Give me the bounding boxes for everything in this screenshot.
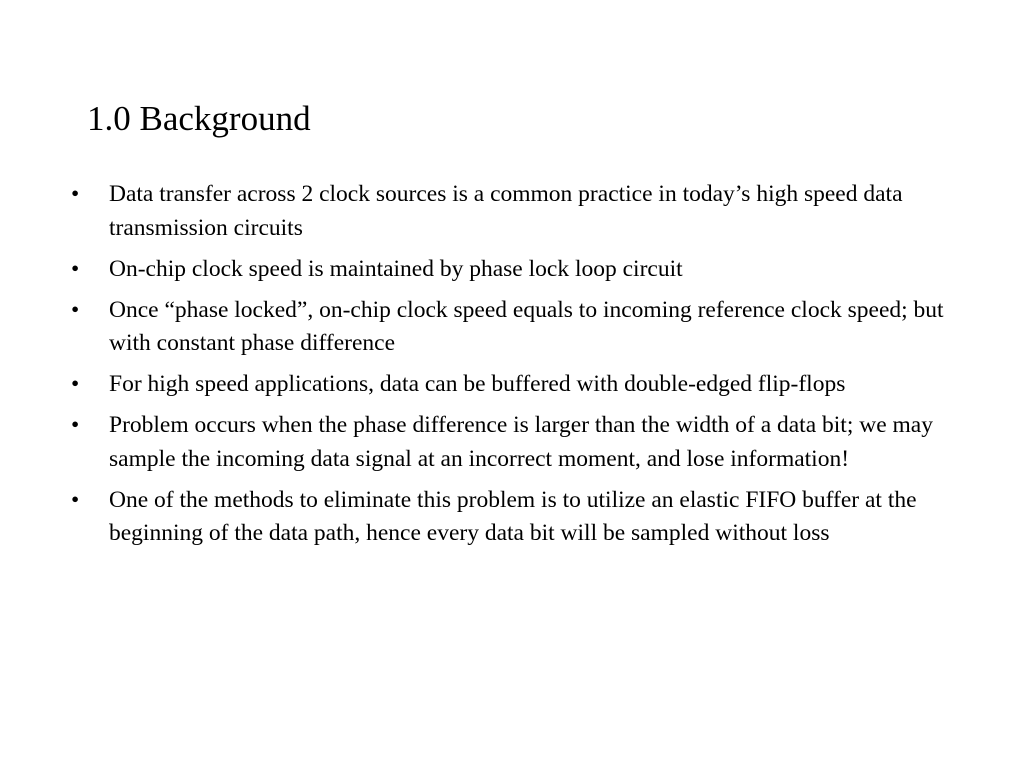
- bullet-text: One of the methods to eliminate this problem is to utilize an elastic FIFO buffer at the beginning of the data path, hence every data bit will be sampled without loss: [109, 486, 917, 546]
- bullet-icon: •: [71, 486, 80, 513]
- bullet-text: For high speed applications, data can be buffered with double-edged flip-flops: [109, 371, 846, 397]
- bullet-item: [71, 178, 956, 245]
- slide-title: 1.0 Background: [87, 99, 311, 138]
- bullet-text: Problem occurs when the phase difference is larger than the width of a data bit; we may sample the incoming data signal at an incorrect moment, and lose information!: [109, 412, 933, 472]
- bullet-text: On-chip clock speed is maintained by phase lock loop circuit: [109, 255, 683, 282]
- bullet-list: [71, 178, 956, 558]
- bullet-icon: •: [71, 371, 80, 397]
- bullet-icon: •: [71, 412, 80, 438]
- bullet-item: [71, 294, 956, 361]
- bullet-text: Once “phase locked”, on-chip clock speed equals to incoming reference clock speed; but with constant phase difference: [109, 296, 944, 356]
- bullet-text: Data transfer across 2 clock sources is a common practice in today’s high speed data transmission circuits: [109, 181, 903, 241]
- bullet-item: [71, 253, 956, 287]
- bullet-item: [71, 409, 956, 476]
- bullet-item: [71, 368, 956, 402]
- bullet-item: [71, 484, 956, 551]
- bullet-icon: •: [71, 296, 80, 323]
- bullet-icon: •: [71, 255, 80, 282]
- bullet-icon: •: [71, 181, 80, 207]
